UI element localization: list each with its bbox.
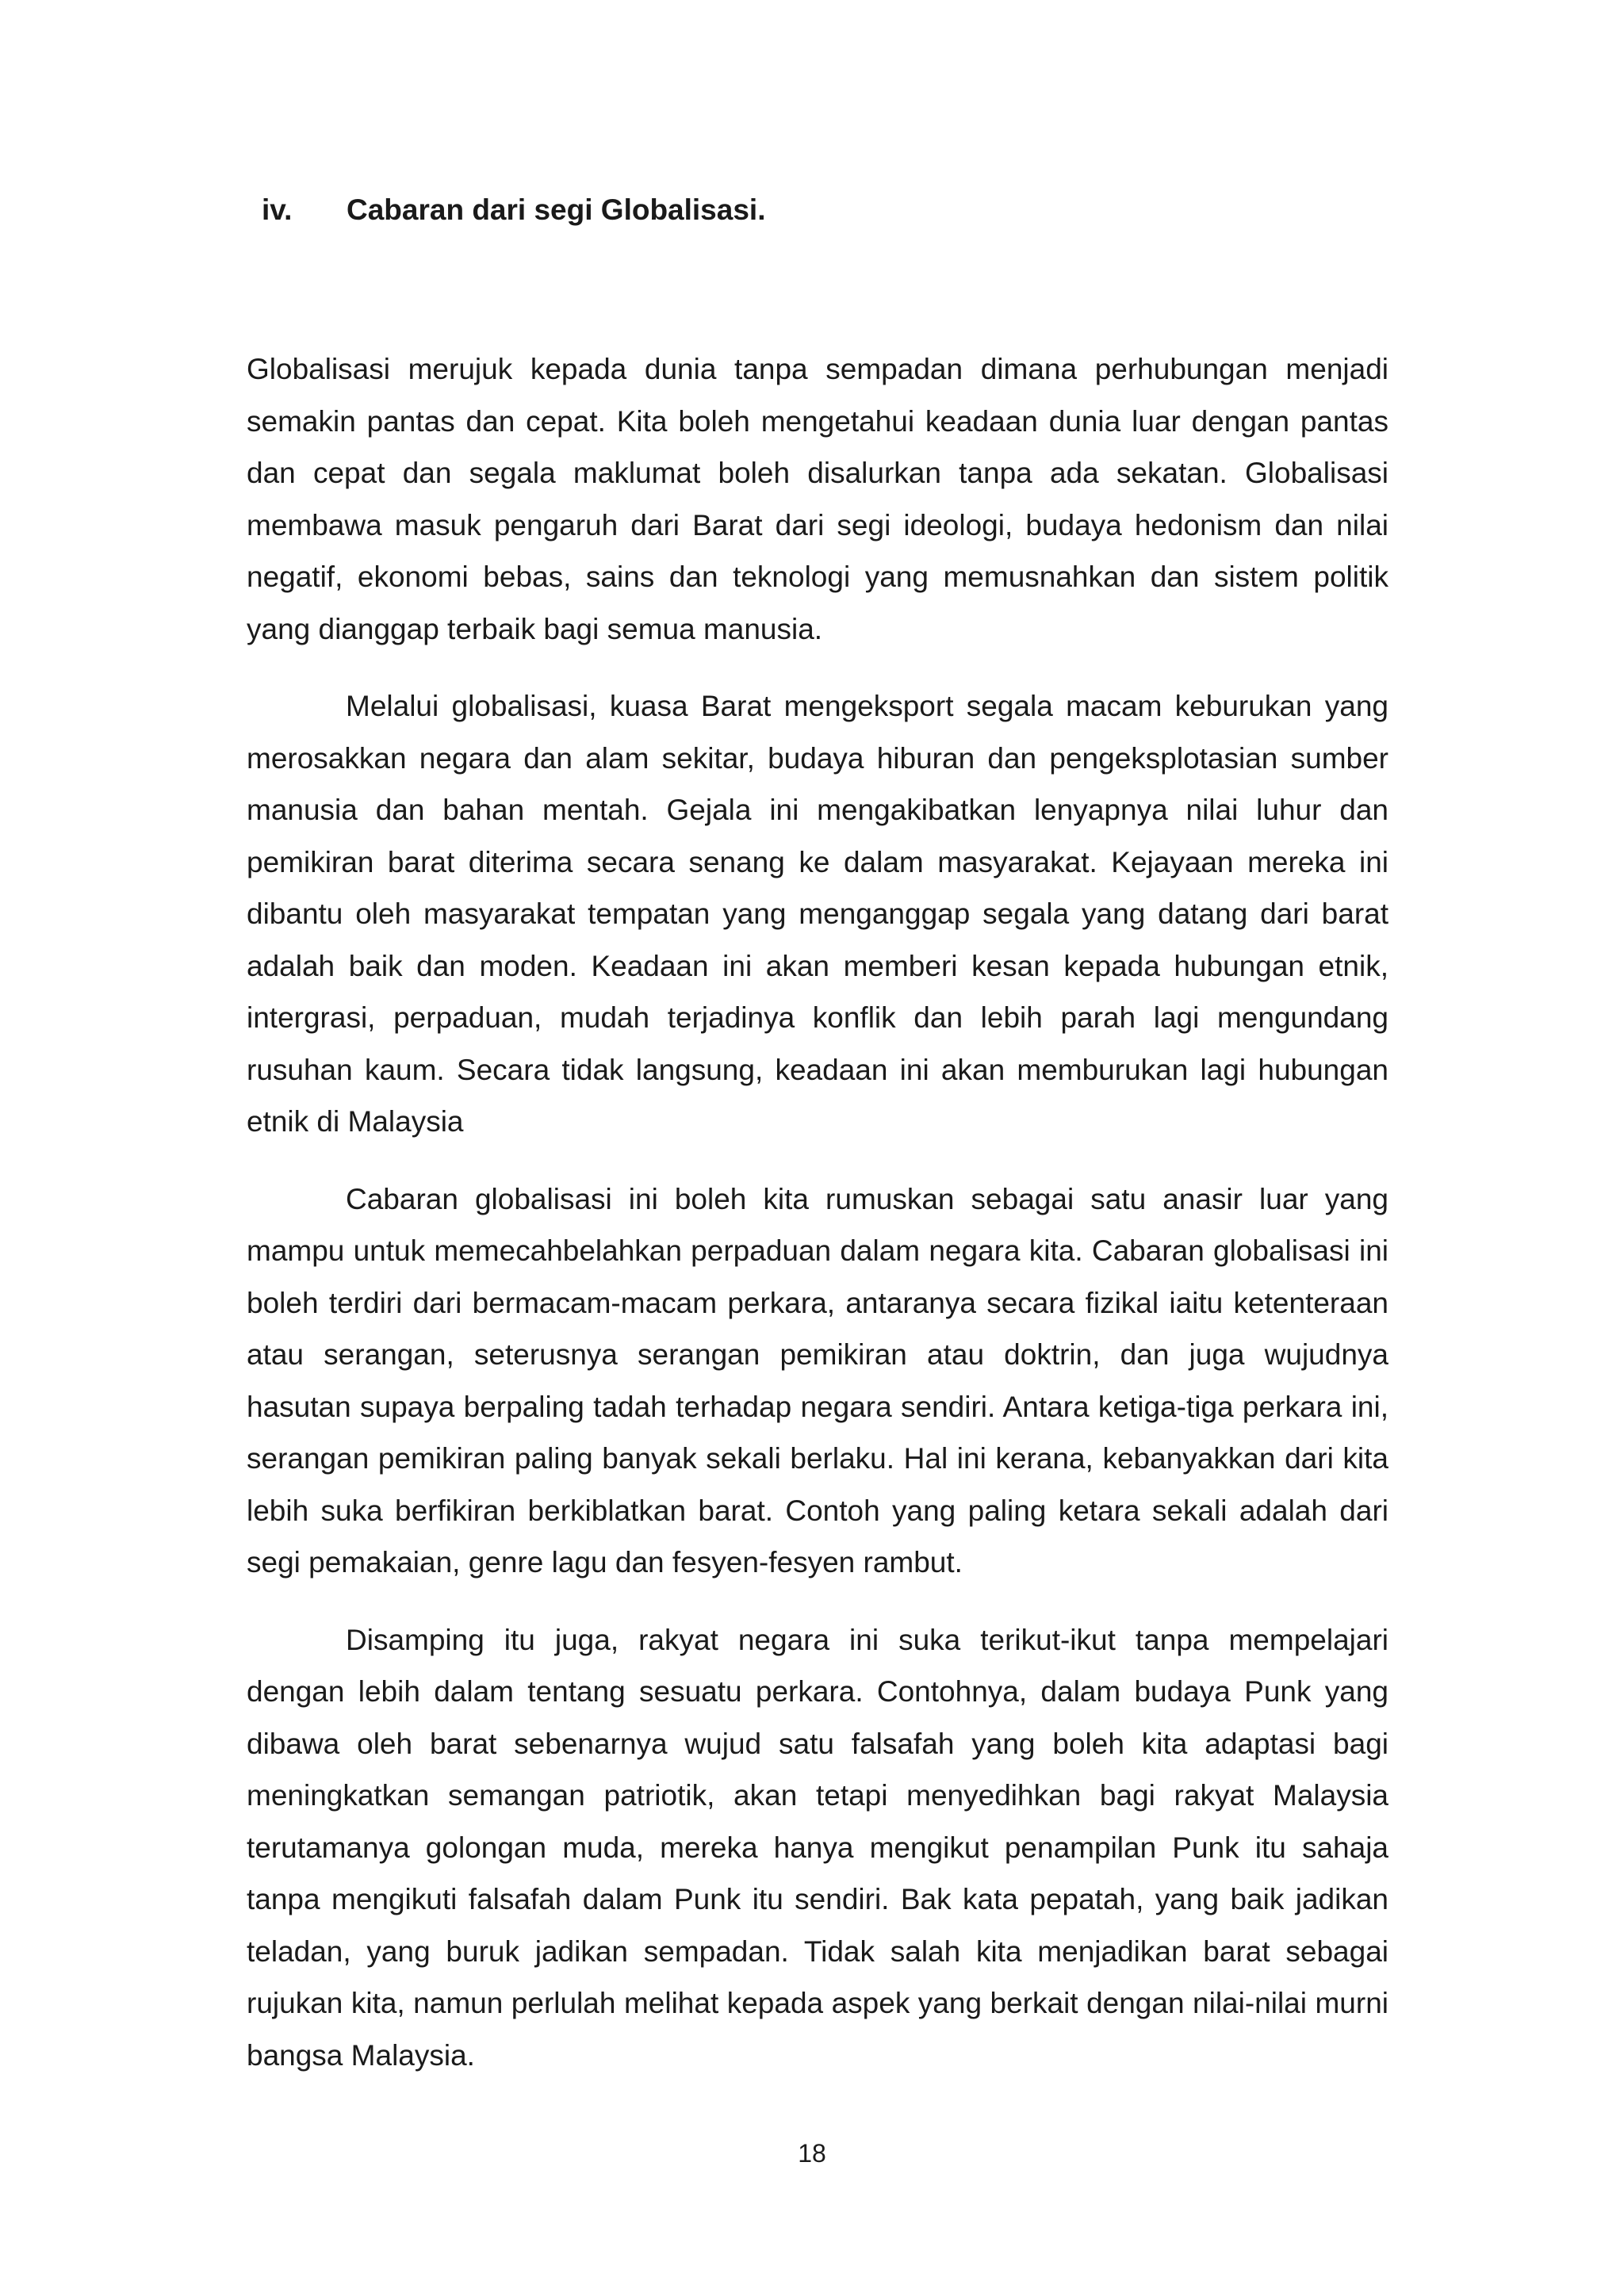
paragraph-1: Globalisasi merujuk kepada dunia tanpa sempadan dimana perhubungan menjadi semakin pantas dan cepat. Kita boleh mengetahui keadaan dunia luar dengan pantas dan cepat dan segala maklumat boleh disalurkan tanpa ada sekatan. Globalisasi membawa masuk pengaruh dari Barat dari segi ideologi, budaya hedonism dan nilai negatif, ekonomi bebas, sains dan teknologi yang memusnahkan dan sistem politik yang dianggap terbaik bagi semua manusia. <box>247 353 1388 645</box>
page-number: 18 <box>798 2139 826 2168</box>
paragraph-2: Melalui globalisasi, kuasa Barat mengeksport segala macam keburukan yang merosakkan negara dan alam sekitar, budaya hiburan dan pengeksplotasian sumber manusia dan bahan mentah. Gejala ini mengakibatkan lenyapnya nilai luhur dan pemikiran barat diterima secara senang ke dalam masyarakat. Kejayaan mereka ini dibantu oleh masyarakat tempatan yang menganggap segala yang datang dari barat adalah baik dan moden. Keadaan ini akan memberi kesan kepada hubungan etnik, intergrasi, perpaduan, mudah terjadinya konflik dan lebih parah lagi mengundang rusuhan kaum. Secara tidak langsung, keadaan ini akan memburukan lagi hubungan etnik di Malaysia <box>247 690 1388 1138</box>
body-text <box>247 343 1388 2107</box>
paragraph-4: Disamping itu juga, rakyat negara ini suka terikut-ikut tanpa mempelajari dengan lebih dalam tentang sesuatu perkara. Contohnya, dalam budaya Punk yang dibawa oleh barat sebenarnya wujud satu falsafah yang boleh kita adaptasi bagi meningkatkan semangan patriotik, akan tetapi menyedihkan bagi rakyat Malaysia terutamanya golongan muda, mereka hanya mengikut penampilan Punk itu sahaja tanpa mengikuti falsafah dalam Punk itu sendiri. Bak kata pepatah, yang baik jadikan teladan, yang buruk jadikan sempadan. Tidak salah kita menjadikan barat sebagai rujukan kita, namun perlulah melihat kepada aspek yang berkait dengan nilai-nilai murni bangsa Malaysia. <box>247 1623 1388 2072</box>
section-number: iv. <box>262 193 293 226</box>
section-heading <box>262 193 765 227</box>
section-title: Cabaran dari segi Globalisasi. <box>347 193 766 226</box>
paragraph-3: Cabaran globalisasi ini boleh kita rumuskan sebagai satu anasir luar yang mampu untuk memecahbelahkan perpaduan dalam negara kita. Cabaran globalisasi ini boleh terdiri dari bermacam-macam perkara, antaranya secara fizikal iaitu ketenteraan atau serangan, seterusnya serangan pemikiran atau doktrin, dan juga wujudnya hasutan supaya berpaling tadah terhadap negara sendiri. Antara ketiga-tiga perkara ini, serangan pemikiran paling banyak sekali berlaku. Hal ini kerana, kebanyakkan dari kita lebih suka berfikiran berkiblatkan barat. Contoh yang paling ketara sekali adalah dari segi pemakaian, genre lagu dan fesyen-fesyen rambut. <box>247 1182 1388 1578</box>
